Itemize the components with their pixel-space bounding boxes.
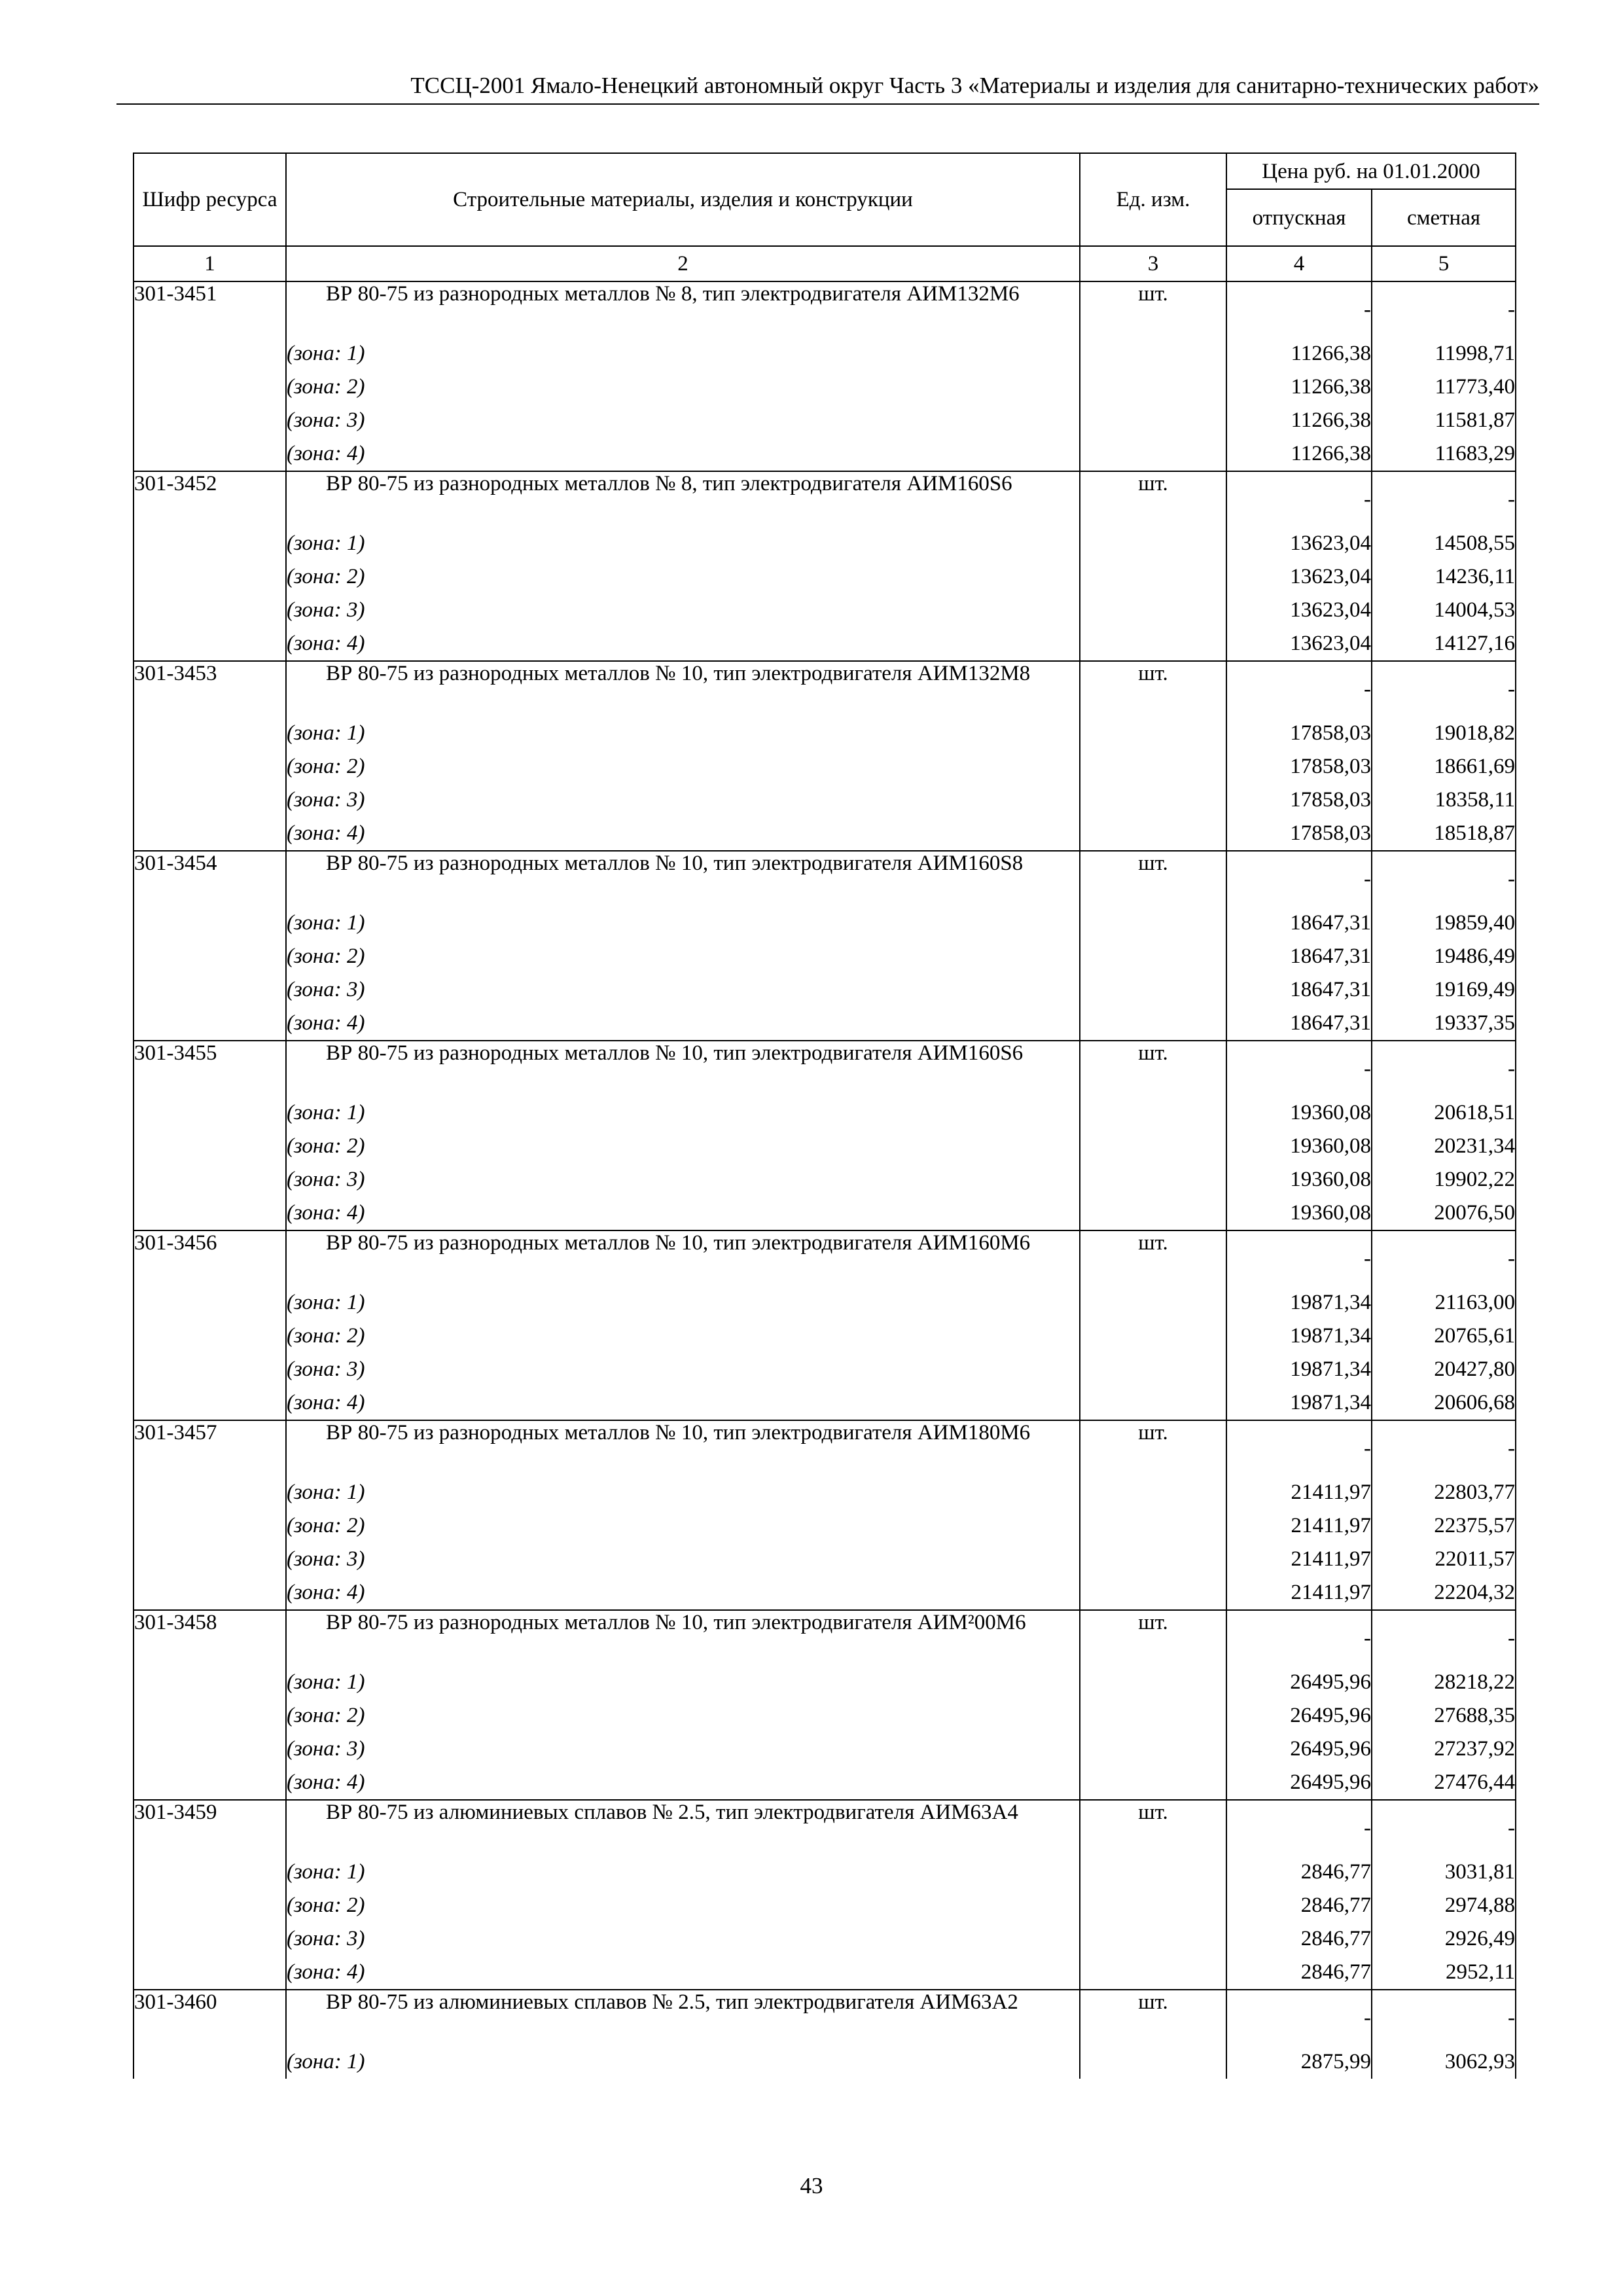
- price-table: [133, 152, 1516, 2079]
- zone-unit-cell: [1080, 1353, 1226, 1386]
- resource-name-text: ВР 80-75 из разнородных металлов № 10, тип электродвигателя АИМ160S6: [326, 1041, 1024, 1065]
- zone-row: [134, 1509, 1516, 1543]
- zone-estimate-price: 20231,34: [1372, 1130, 1516, 1163]
- zone-estimate-price: 20618,51: [1372, 1096, 1516, 1130]
- resource-name: [286, 1420, 1080, 1476]
- estimate-price: -: [1372, 1230, 1516, 1286]
- zone-estimate-price: 27688,35: [1372, 1699, 1516, 1732]
- zone-release-price: 2846,77: [1226, 1856, 1372, 1889]
- estimate-price: -: [1372, 471, 1516, 527]
- resource-name-text: ВР 80-75 из разнородных металлов № 10, тип электродвигателя АИМ180М6: [326, 1421, 1031, 1444]
- zone-estimate-price: 19859,40: [1372, 906, 1516, 940]
- zone-unit-cell: [1080, 906, 1226, 940]
- resource-name: [286, 1610, 1080, 1666]
- zone-row: [134, 437, 1516, 471]
- zone-release-price: 13623,04: [1226, 627, 1372, 661]
- zone-row: [134, 370, 1516, 404]
- zone-estimate-price: 22803,77: [1372, 1476, 1516, 1509]
- zone-unit-cell: [1080, 1319, 1226, 1353]
- zone-release-price: 19360,08: [1226, 1196, 1372, 1230]
- zone-row: [134, 1956, 1516, 1990]
- zone-row: [134, 1666, 1516, 1699]
- zone-label: (зона: 3): [286, 1732, 1080, 1766]
- zone-estimate-price: 28218,22: [1372, 1666, 1516, 1699]
- zone-unit-cell: [1080, 1543, 1226, 1576]
- zone-label: (зона: 4): [286, 1007, 1080, 1041]
- page-number: 43: [800, 2173, 823, 2198]
- zone-label: (зона: 4): [286, 817, 1080, 851]
- resource-name: [286, 471, 1080, 527]
- zone-release-price: 18647,31: [1226, 906, 1372, 940]
- release-price: -: [1226, 1610, 1372, 1666]
- zone-unit-cell: [1080, 370, 1226, 404]
- zone-label: (зона: 1): [286, 337, 1080, 370]
- zone-unit-cell: [1080, 560, 1226, 594]
- zone-unit-cell: [1080, 337, 1226, 370]
- resource-name: [286, 281, 1080, 337]
- zone-row: [134, 1856, 1516, 1889]
- zone-row: [134, 1096, 1516, 1130]
- resource-code: 301-3456: [134, 1230, 286, 1420]
- zone-unit-cell: [1080, 594, 1226, 627]
- zone-release-price: 17858,03: [1226, 783, 1372, 817]
- zone-unit-cell: [1080, 1509, 1226, 1543]
- zone-label: (зона: 3): [286, 1543, 1080, 1576]
- zone-estimate-price: 19169,49: [1372, 973, 1516, 1007]
- zone-row: [134, 2045, 1516, 2079]
- header-release-price: отпускная: [1226, 189, 1372, 246]
- zone-estimate-price: 14004,53: [1372, 594, 1516, 627]
- zone-label: (зона: 1): [286, 527, 1080, 560]
- release-price: -: [1226, 281, 1372, 337]
- estimate-price: -: [1372, 1990, 1516, 2045]
- zone-unit-cell: [1080, 1386, 1226, 1420]
- zone-release-price: 21411,97: [1226, 1476, 1372, 1509]
- header-estimate-price: сметная: [1372, 189, 1516, 246]
- table-body: [134, 281, 1516, 2079]
- zone-row: [134, 1319, 1516, 1353]
- zone-release-price: 2846,77: [1226, 1922, 1372, 1956]
- zone-estimate-price: 27237,92: [1372, 1732, 1516, 1766]
- zone-estimate-price: 19902,22: [1372, 1163, 1516, 1196]
- zone-release-price: 19360,08: [1226, 1096, 1372, 1130]
- resource-name-text: ВР 80-75 из алюминиевых сплавов № 2.5, тип электродвигателя АИМ63А2: [326, 1990, 1018, 2014]
- zone-release-price: 19871,34: [1226, 1353, 1372, 1386]
- zone-release-price: 13623,04: [1226, 527, 1372, 560]
- zone-label: (зона: 1): [286, 1666, 1080, 1699]
- zone-label: (зона: 2): [286, 940, 1080, 973]
- zone-release-price: 26495,96: [1226, 1766, 1372, 1800]
- zone-label: (зона: 3): [286, 1353, 1080, 1386]
- zone-unit-cell: [1080, 1766, 1226, 1800]
- column-number-4: 4: [1226, 246, 1372, 281]
- table-row: [134, 1990, 1516, 2045]
- zone-label: (зона: 2): [286, 560, 1080, 594]
- unit-cell: шт.: [1080, 1990, 1226, 2045]
- zone-label: (зона: 1): [286, 1856, 1080, 1889]
- zone-estimate-price: 11773,40: [1372, 370, 1516, 404]
- zone-release-price: 2875,99: [1226, 2045, 1372, 2079]
- resource-code: 301-3460: [134, 1990, 286, 2079]
- zone-row: [134, 560, 1516, 594]
- zone-estimate-price: 2974,88: [1372, 1889, 1516, 1922]
- zone-release-price: 18647,31: [1226, 973, 1372, 1007]
- zone-estimate-price: 22011,57: [1372, 1543, 1516, 1576]
- header-code: Шифр ресурса: [134, 153, 286, 246]
- table-row: [134, 281, 1516, 337]
- zone-label: (зона: 4): [286, 627, 1080, 661]
- resource-name: [286, 1800, 1080, 1856]
- column-number-3: 3: [1080, 246, 1226, 281]
- zone-label: (зона: 3): [286, 1163, 1080, 1196]
- zone-estimate-price: 14127,16: [1372, 627, 1516, 661]
- zone-label: (зона: 1): [286, 906, 1080, 940]
- release-price: -: [1226, 1041, 1372, 1096]
- estimate-price: -: [1372, 851, 1516, 906]
- column-number-5: 5: [1372, 246, 1516, 281]
- zone-row: [134, 783, 1516, 817]
- unit-cell: шт.: [1080, 661, 1226, 717]
- zone-unit-cell: [1080, 527, 1226, 560]
- zone-unit-cell: [1080, 817, 1226, 851]
- zone-unit-cell: [1080, 1196, 1226, 1230]
- zone-estimate-price: 21163,00: [1372, 1286, 1516, 1319]
- zone-estimate-price: 20427,80: [1372, 1353, 1516, 1386]
- zone-estimate-price: 11581,87: [1372, 404, 1516, 437]
- zone-row: [134, 940, 1516, 973]
- zone-unit-cell: [1080, 627, 1226, 661]
- zone-label: (зона: 3): [286, 1922, 1080, 1956]
- zone-unit-cell: [1080, 750, 1226, 783]
- unit-cell: шт.: [1080, 471, 1226, 527]
- zone-row: [134, 1286, 1516, 1319]
- zone-unit-cell: [1080, 1856, 1226, 1889]
- estimate-price: -: [1372, 661, 1516, 717]
- zone-estimate-price: 27476,44: [1372, 1766, 1516, 1800]
- zone-release-price: 18647,31: [1226, 940, 1372, 973]
- zone-unit-cell: [1080, 1922, 1226, 1956]
- zone-estimate-price: 20765,61: [1372, 1319, 1516, 1353]
- resource-code: 301-3459: [134, 1800, 286, 1990]
- zone-release-price: 11266,38: [1226, 337, 1372, 370]
- resource-name-text: ВР 80-75 из разнородных металлов № 10, тип электродвигателя АИМ160М6: [326, 1231, 1031, 1255]
- zone-release-price: 21411,97: [1226, 1509, 1372, 1543]
- release-price: -: [1226, 1420, 1372, 1476]
- zone-estimate-price: 18518,87: [1372, 817, 1516, 851]
- zone-release-price: 17858,03: [1226, 750, 1372, 783]
- zone-label: (зона: 3): [286, 783, 1080, 817]
- zone-label: (зона: 4): [286, 1766, 1080, 1800]
- zone-row: [134, 1576, 1516, 1610]
- release-price: -: [1226, 1230, 1372, 1286]
- zone-release-price: 26495,96: [1226, 1699, 1372, 1732]
- zone-row: [134, 1543, 1516, 1576]
- zone-release-price: 26495,96: [1226, 1666, 1372, 1699]
- release-price: -: [1226, 1990, 1372, 2045]
- zone-release-price: 26495,96: [1226, 1732, 1372, 1766]
- zone-unit-cell: [1080, 2045, 1226, 2079]
- zone-release-price: 18647,31: [1226, 1007, 1372, 1041]
- zone-estimate-price: 2926,49: [1372, 1922, 1516, 1956]
- zone-row: [134, 1766, 1516, 1800]
- zone-estimate-price: 11998,71: [1372, 337, 1516, 370]
- zone-unit-cell: [1080, 1130, 1226, 1163]
- zone-unit-cell: [1080, 940, 1226, 973]
- zone-estimate-price: 22375,57: [1372, 1509, 1516, 1543]
- zone-row: [134, 1922, 1516, 1956]
- zone-release-price: 11266,38: [1226, 437, 1372, 471]
- resource-name-text: ВР 80-75 из разнородных металлов № 10, тип электродвигателя АИМ²00М6: [326, 1611, 1026, 1634]
- zone-unit-cell: [1080, 404, 1226, 437]
- zone-unit-cell: [1080, 1476, 1226, 1509]
- header-price-group: Цена руб. на 01.01.2000: [1226, 153, 1516, 189]
- zone-release-price: 2846,77: [1226, 1889, 1372, 1922]
- estimate-price: -: [1372, 1610, 1516, 1666]
- unit-cell: шт.: [1080, 851, 1226, 906]
- zone-row: [134, 1007, 1516, 1041]
- release-price: -: [1226, 1800, 1372, 1856]
- zone-estimate-price: 18661,69: [1372, 750, 1516, 783]
- estimate-price: -: [1372, 1800, 1516, 1856]
- zone-row: [134, 1130, 1516, 1163]
- zone-row: [134, 627, 1516, 661]
- table-row: [134, 1610, 1516, 1666]
- zone-label: (зона: 4): [286, 1386, 1080, 1420]
- resource-code: 301-3452: [134, 471, 286, 661]
- resource-name: [286, 851, 1080, 906]
- zone-label: (зона: 2): [286, 1509, 1080, 1543]
- zone-release-price: 19360,08: [1226, 1163, 1372, 1196]
- zone-unit-cell: [1080, 1732, 1226, 1766]
- table-row: [134, 661, 1516, 717]
- zone-release-price: 21411,97: [1226, 1543, 1372, 1576]
- zone-label: (зона: 3): [286, 404, 1080, 437]
- estimate-price: -: [1372, 281, 1516, 337]
- zone-release-price: 19871,34: [1226, 1386, 1372, 1420]
- zone-estimate-price: 3062,93: [1372, 2045, 1516, 2079]
- resource-code: 301-3455: [134, 1041, 286, 1230]
- zone-unit-cell: [1080, 973, 1226, 1007]
- resource-name-text: ВР 80-75 из разнородных металлов № 8, тип электродвигателя АИМ160S6: [326, 472, 1012, 495]
- zone-label: (зона: 2): [286, 1130, 1080, 1163]
- zone-estimate-price: 19337,35: [1372, 1007, 1516, 1041]
- resource-code: 301-3453: [134, 661, 286, 851]
- zone-label: (зона: 2): [286, 1889, 1080, 1922]
- zone-unit-cell: [1080, 1286, 1226, 1319]
- zone-row: [134, 973, 1516, 1007]
- resource-code: 301-3454: [134, 851, 286, 1041]
- zone-unit-cell: [1080, 1576, 1226, 1610]
- table-row: [134, 1420, 1516, 1476]
- zone-release-price: 13623,04: [1226, 560, 1372, 594]
- zone-row: [134, 1732, 1516, 1766]
- zone-unit-cell: [1080, 1096, 1226, 1130]
- zone-unit-cell: [1080, 1956, 1226, 1990]
- header-name: Строительные материалы, изделия и конструкции: [286, 153, 1080, 246]
- zone-release-price: 2846,77: [1226, 1956, 1372, 1990]
- zone-label: (зона: 1): [286, 717, 1080, 750]
- zone-release-price: 19871,34: [1226, 1286, 1372, 1319]
- table-row: [134, 851, 1516, 906]
- resource-name-text: ВР 80-75 из разнородных металлов № 10, тип электродвигателя АИМ132М8: [326, 662, 1031, 685]
- zone-release-price: 17858,03: [1226, 817, 1372, 851]
- resource-name-text: ВР 80-75 из алюминиевых сплавов № 2.5, тип электродвигателя АИМ63А4: [326, 1801, 1018, 1824]
- zone-estimate-price: 19486,49: [1372, 940, 1516, 973]
- zone-unit-cell: [1080, 783, 1226, 817]
- zone-estimate-price: 14236,11: [1372, 560, 1516, 594]
- zone-estimate-price: 20606,68: [1372, 1386, 1516, 1420]
- zone-row: [134, 817, 1516, 851]
- estimate-price: -: [1372, 1041, 1516, 1096]
- zone-label: (зона: 3): [286, 973, 1080, 1007]
- zone-row: [134, 906, 1516, 940]
- zone-label: (зона: 4): [286, 437, 1080, 471]
- resource-name-text: ВР 80-75 из разнородных металлов № 10, тип электродвигателя АИМ160S8: [326, 852, 1024, 875]
- unit-cell: шт.: [1080, 1041, 1226, 1096]
- zone-unit-cell: [1080, 717, 1226, 750]
- resource-name: [286, 1230, 1080, 1286]
- zone-release-price: 11266,38: [1226, 370, 1372, 404]
- zone-unit-cell: [1080, 1007, 1226, 1041]
- estimate-price: -: [1372, 1420, 1516, 1476]
- zone-label: (зона: 4): [286, 1196, 1080, 1230]
- zone-unit-cell: [1080, 1889, 1226, 1922]
- zone-label: (зона: 3): [286, 594, 1080, 627]
- zone-row: [134, 594, 1516, 627]
- zone-estimate-price: 14508,55: [1372, 527, 1516, 560]
- zone-row: [134, 527, 1516, 560]
- column-number-2: 2: [286, 246, 1080, 281]
- zone-unit-cell: [1080, 1699, 1226, 1732]
- zone-label: (зона: 2): [286, 750, 1080, 783]
- zone-label: (зона: 1): [286, 1096, 1080, 1130]
- zone-row: [134, 1196, 1516, 1230]
- resource-name: [286, 1041, 1080, 1096]
- unit-cell: шт.: [1080, 1610, 1226, 1666]
- zone-row: [134, 750, 1516, 783]
- header-unit: Ед. изм.: [1080, 153, 1226, 246]
- zone-estimate-price: 22204,32: [1372, 1576, 1516, 1610]
- zone-unit-cell: [1080, 1163, 1226, 1196]
- zone-label: (зона: 2): [286, 370, 1080, 404]
- zone-row: [134, 1163, 1516, 1196]
- zone-estimate-price: 20076,50: [1372, 1196, 1516, 1230]
- zone-row: [134, 337, 1516, 370]
- unit-cell: шт.: [1080, 1420, 1226, 1476]
- table-row: [134, 1230, 1516, 1286]
- zone-estimate-price: 19018,82: [1372, 717, 1516, 750]
- zone-estimate-price: 11683,29: [1372, 437, 1516, 471]
- table-row: [134, 471, 1516, 527]
- zone-label: (зона: 2): [286, 1319, 1080, 1353]
- release-price: -: [1226, 851, 1372, 906]
- zone-label: (зона: 1): [286, 1286, 1080, 1319]
- resource-name: [286, 1990, 1080, 2045]
- zone-row: [134, 1353, 1516, 1386]
- zone-row: [134, 1476, 1516, 1509]
- zone-release-price: 19871,34: [1226, 1319, 1372, 1353]
- zone-estimate-price: 3031,81: [1372, 1856, 1516, 1889]
- zone-row: [134, 717, 1516, 750]
- zone-release-price: 19360,08: [1226, 1130, 1372, 1163]
- zone-estimate-price: 18358,11: [1372, 783, 1516, 817]
- zone-release-price: 21411,97: [1226, 1576, 1372, 1610]
- zone-row: [134, 1889, 1516, 1922]
- zone-label: (зона: 1): [286, 2045, 1080, 2079]
- zone-row: [134, 404, 1516, 437]
- unit-cell: шт.: [1080, 1230, 1226, 1286]
- resource-name-text: ВР 80-75 из разнородных металлов № 8, тип электродвигателя АИМ132М6: [326, 282, 1020, 306]
- zone-unit-cell: [1080, 437, 1226, 471]
- zone-release-price: 17858,03: [1226, 717, 1372, 750]
- zone-row: [134, 1386, 1516, 1420]
- unit-cell: шт.: [1080, 1800, 1226, 1856]
- zone-release-price: 13623,04: [1226, 594, 1372, 627]
- zone-label: (зона: 2): [286, 1699, 1080, 1732]
- zone-row: [134, 1699, 1516, 1732]
- zone-label: (зона: 4): [286, 1576, 1080, 1610]
- zone-label: (зона: 1): [286, 1476, 1080, 1509]
- release-price: -: [1226, 661, 1372, 717]
- column-number-1: 1: [134, 246, 286, 281]
- table-row: [134, 1800, 1516, 1856]
- resource-code: 301-3451: [134, 281, 286, 471]
- unit-cell: шт.: [1080, 281, 1226, 337]
- resource-code: 301-3457: [134, 1420, 286, 1610]
- zone-release-price: 11266,38: [1226, 404, 1372, 437]
- running-header: ТССЦ-2001 Ямало-Ненецкий автономный округ Часть 3 «Материалы и изделия для санитарно-технических работ»: [116, 71, 1539, 105]
- resource-name: [286, 661, 1080, 717]
- zone-label: (зона: 4): [286, 1956, 1080, 1990]
- table-row: [134, 1041, 1516, 1096]
- resource-code: 301-3458: [134, 1610, 286, 1800]
- zone-estimate-price: 2952,11: [1372, 1956, 1516, 1990]
- zone-unit-cell: [1080, 1666, 1226, 1699]
- release-price: -: [1226, 471, 1372, 527]
